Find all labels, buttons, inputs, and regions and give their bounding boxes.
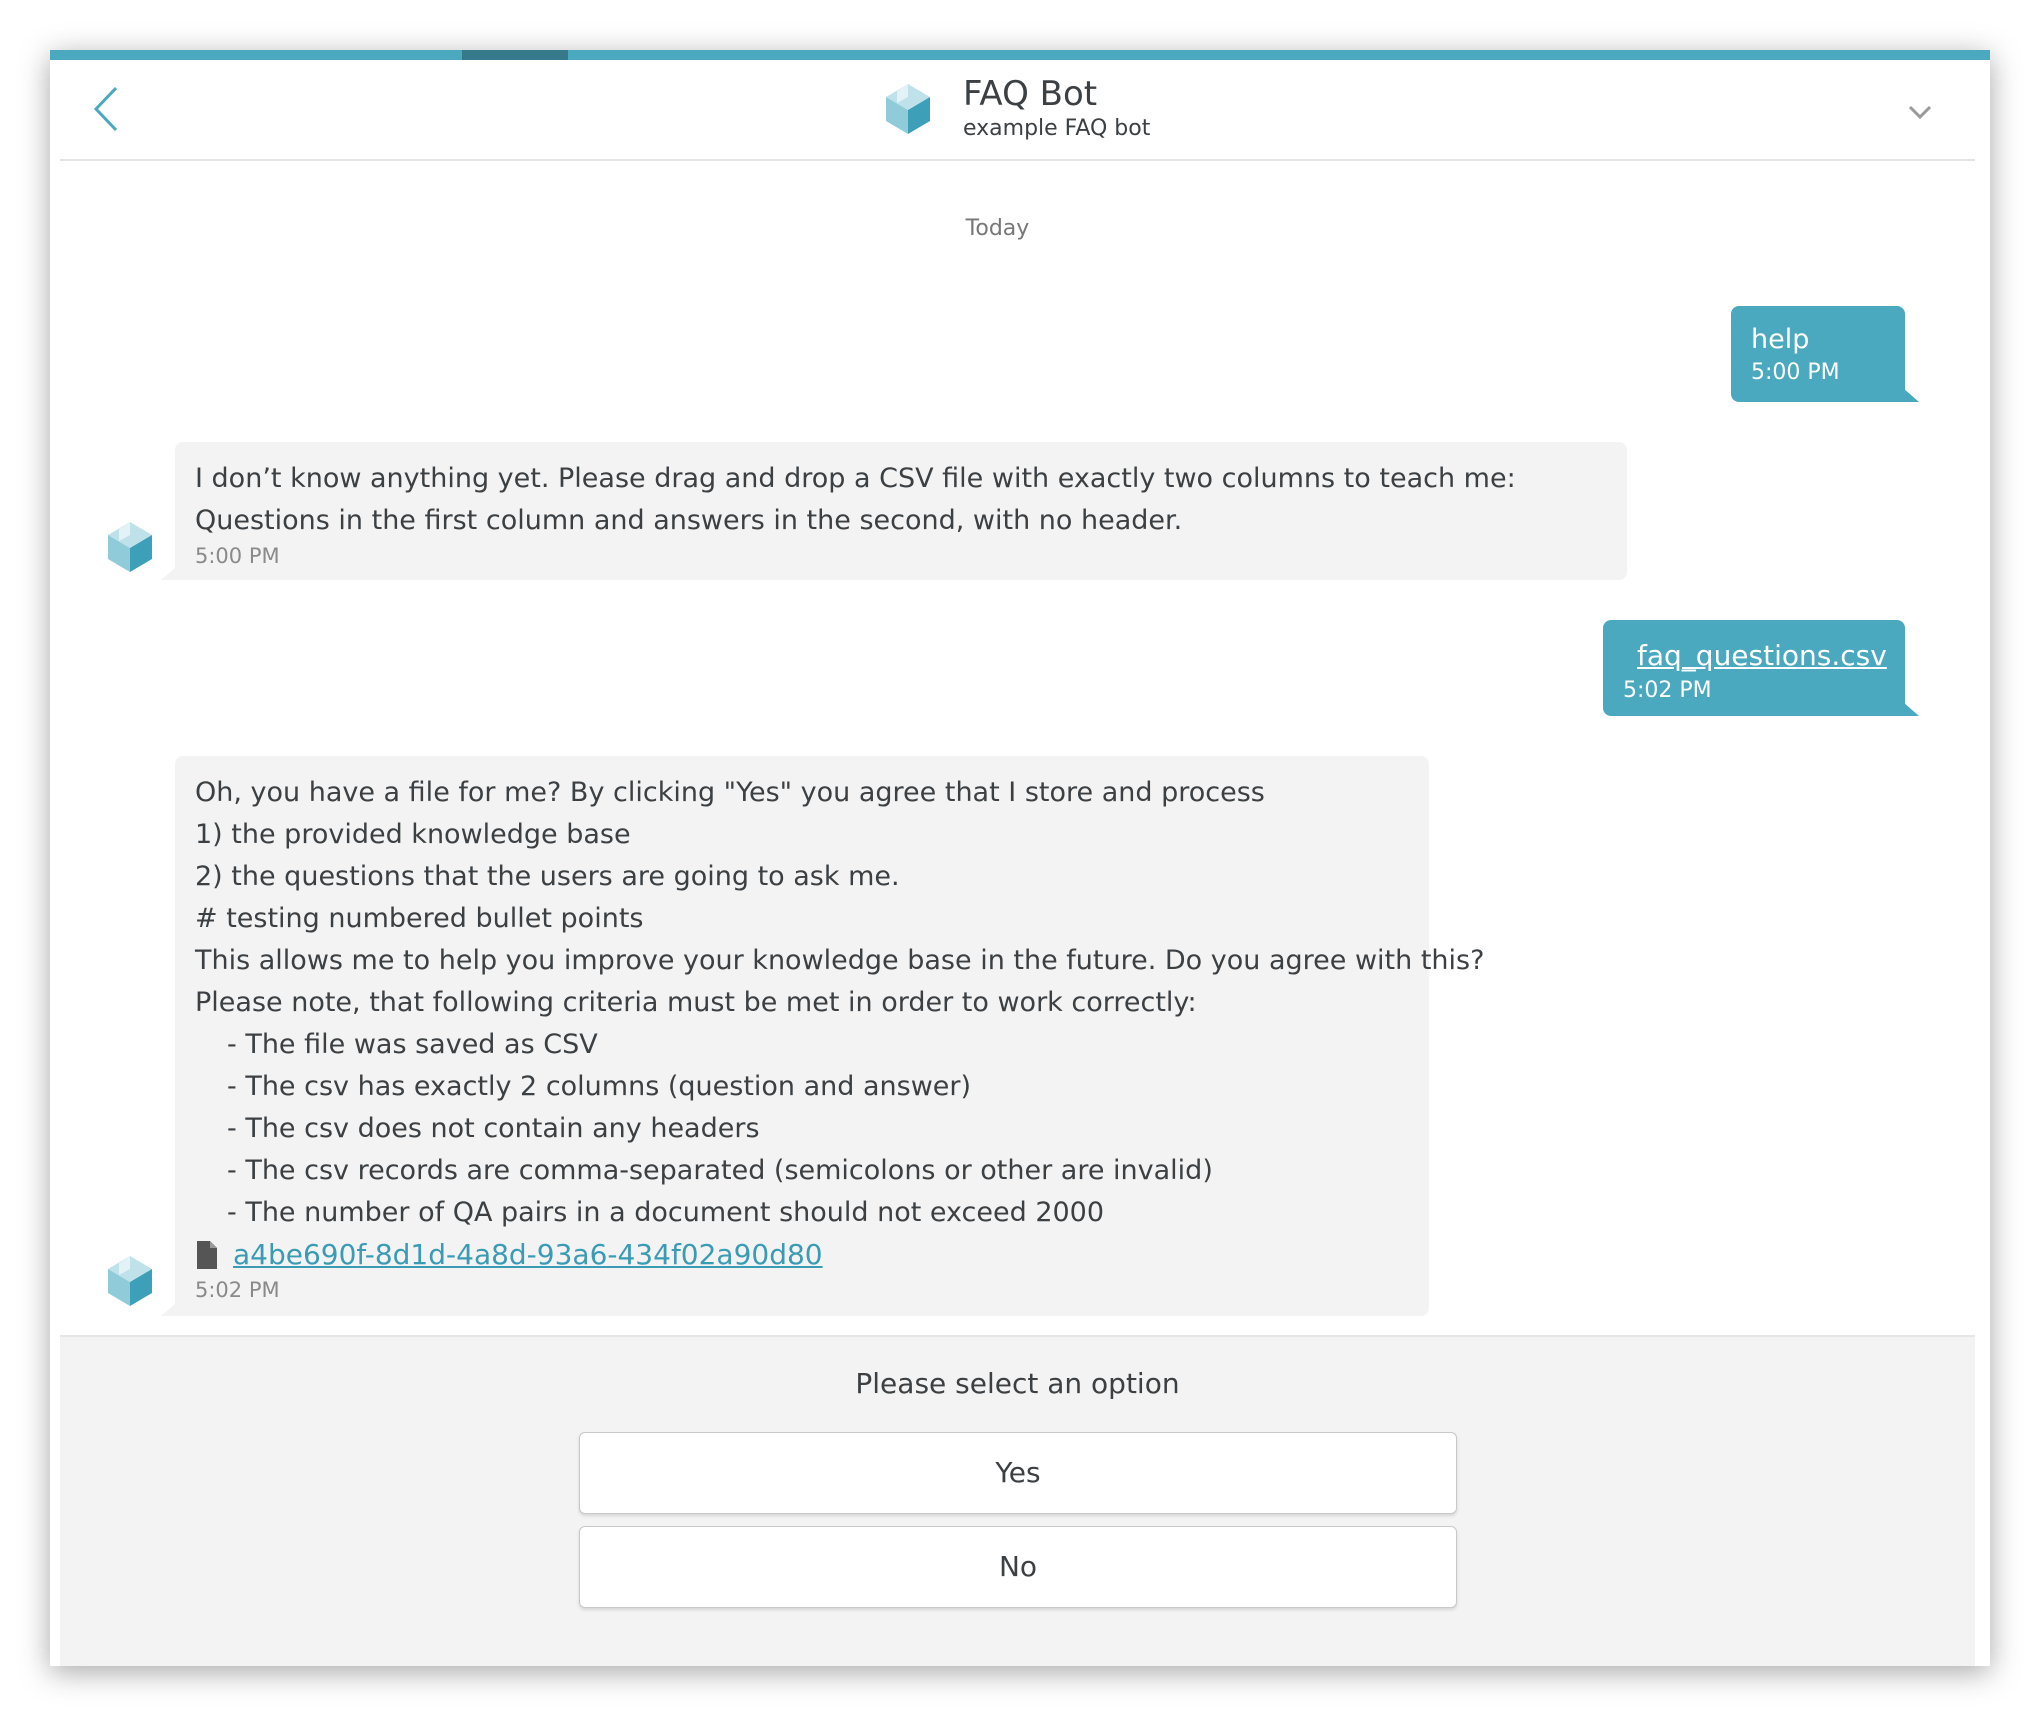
back-button[interactable] (86, 84, 126, 134)
chat-window (50, 50, 1990, 1666)
message-time: 5:00 PM (195, 544, 280, 568)
message-text: I don’t know anything yet. Please drag and drop a CSV file with exactly two columns to teach me: Questions in the first column and answers in the second, with no header. (195, 463, 1525, 536)
bot-logo-icon (883, 82, 933, 136)
message-line: Please note, that following criteria must be met in order to work correctly: (195, 987, 1197, 1018)
file-link[interactable]: faq_questions.csv (1637, 639, 1887, 672)
bot-avatar-icon (105, 1254, 155, 1308)
message-line: Oh, you have a file for me? By clicking "Yes" you agree that I store and process (195, 777, 1265, 808)
file-attachment (1623, 636, 1885, 676)
criteria-item: - The file was saved as CSV (227, 1029, 598, 1060)
message-line: 1) the provided knowledge base (195, 819, 631, 850)
chevron-down-icon (1904, 96, 1936, 128)
top-accent-bar (50, 50, 1990, 60)
message-time: 5:00 PM (1751, 360, 1840, 385)
outgoing-message (1731, 306, 1905, 402)
criteria-item: - The csv records are comma-separated (semicolons or other are invalid) (227, 1155, 1213, 1186)
chat-title: FAQ Bot (963, 74, 1098, 114)
criteria-item: - The number of QA pairs in a document should not exceed 2000 (227, 1197, 1105, 1228)
options-prompt: Please select an option (855, 1367, 1180, 1400)
chat-header (60, 60, 1975, 161)
criteria-item: - The csv does not contain any headers (227, 1113, 760, 1144)
yes-button[interactable]: Yes (579, 1432, 1457, 1514)
message-line: This allows me to help you improve your knowledge base in the future. Do you agree with this? (195, 945, 1485, 976)
outgoing-file-message (1603, 620, 1905, 716)
quick-reply-panel (60, 1335, 1975, 1666)
message-line: # testing numbered bullet points (195, 903, 644, 934)
message-time: 5:02 PM (195, 1278, 280, 1302)
day-separator: Today (965, 216, 1030, 241)
message-time: 5:02 PM (1623, 678, 1712, 703)
incoming-message (175, 756, 1485, 1316)
chat-panel (60, 60, 1975, 1666)
message-line: 2) the questions that the users are going to ask me. (195, 861, 900, 892)
file-attachment (195, 1234, 1409, 1276)
top-accent-marker (462, 50, 568, 60)
collapse-button[interactable] (1904, 96, 1936, 128)
incoming-message (175, 442, 1627, 580)
chevron-left-icon (86, 84, 126, 134)
criteria-item: - The csv has exactly 2 columns (question and answer) (227, 1071, 972, 1102)
chat-subtitle: example FAQ bot (963, 116, 1151, 141)
message-text: help (1751, 324, 1810, 355)
no-button[interactable]: No (579, 1526, 1457, 1608)
file-icon (195, 1240, 219, 1270)
bot-avatar-icon (105, 520, 155, 574)
file-link[interactable]: a4be690f-8d1d-4a8d-93a6-434f02a90d80 (233, 1238, 823, 1271)
